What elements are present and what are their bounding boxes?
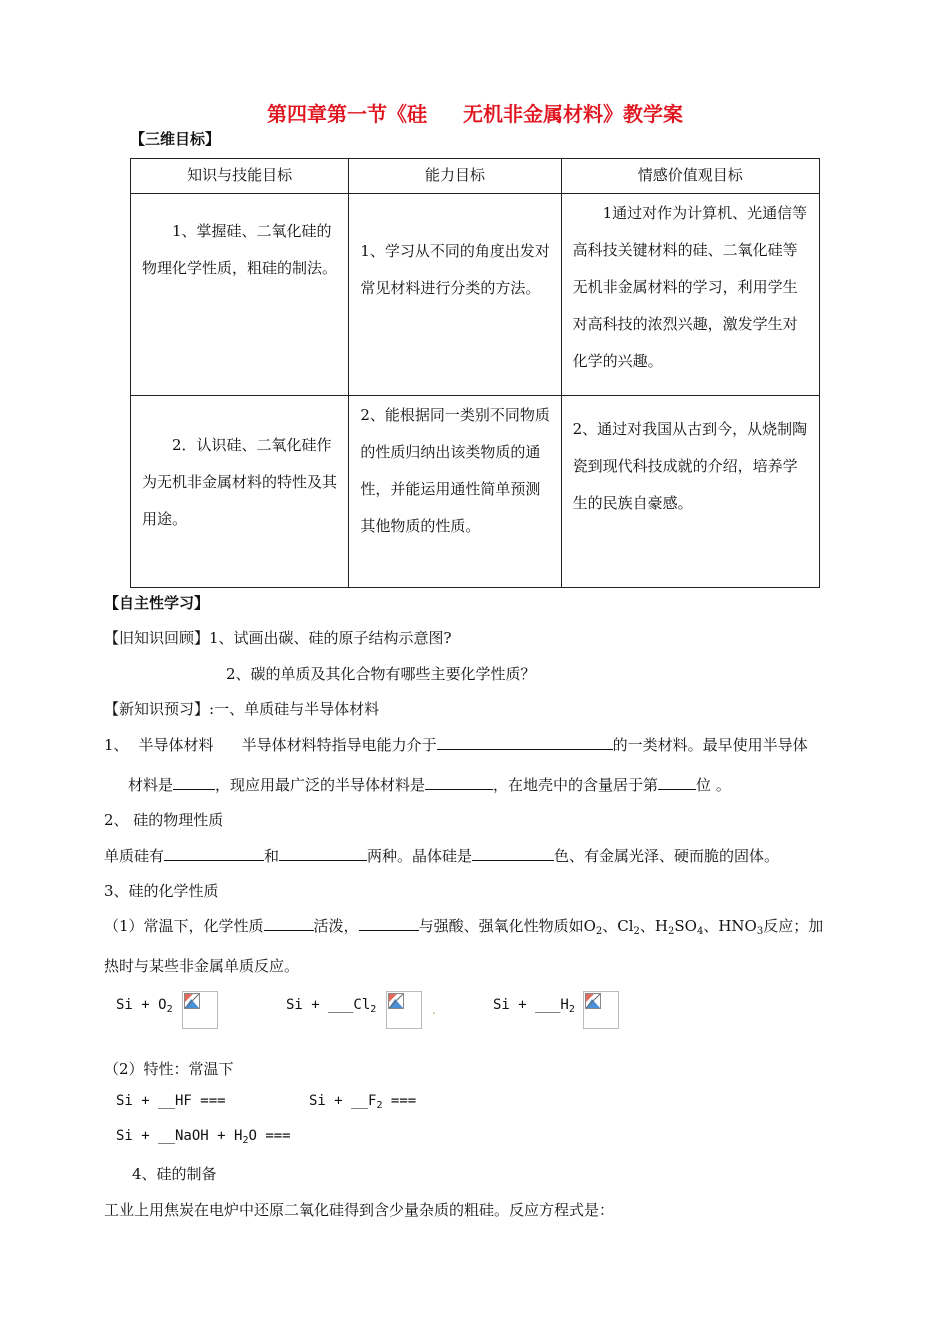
decorative-dot: . [432, 1003, 436, 1017]
equation-si-cl2: $Si + \_\_\_Cl_2$ [286, 997, 377, 1015]
item3-heading: 3、硅的化学性质 [104, 882, 219, 900]
review-line-2: 2、碳的单质及其化合物有哪些主要化学性质？ [226, 665, 536, 683]
item2-heading: 2、 硅的物理性质 [104, 811, 224, 829]
table-cell: 1、学习从不同的角度出发对常见材料进行分类的方法。 [349, 194, 561, 396]
item3-p1-line1: （1）常温下，化学性质 活泼， 与强酸、强氧化性物质如$O_2$、$Cl_2$、$H_2SO_4$、$HNO_3$反应；加 [104, 917, 824, 937]
equation-si-o2: $Si + O_2$ [116, 997, 173, 1015]
table-header-knowledge: 知识与技能目标 [131, 159, 349, 194]
image-icon [388, 993, 404, 1009]
page-title: 第四章第一节《硅 无机非金属材料》教学案 [267, 102, 683, 126]
item1-line-2: 材料是 ，现应用最广泛的半导体材料是 ，在地壳中的含量居于第 位 。 [128, 776, 731, 794]
preview-line: 【新知识预习】:一、单质硅与半导体材料 [104, 700, 380, 718]
section-heading-self-study: 【自主性学习】 [104, 594, 210, 612]
item3-p1-line2: 热时与某些非金属单质反应。 [104, 957, 300, 975]
table-cell: 2、通过对我国从古到今，从烧制陶瓷到现代科技成就的介绍，培养学生的民族自豪感。 [561, 396, 819, 588]
section-heading-goals: 【三维目标】 [130, 130, 221, 148]
broken-image-placeholder [182, 991, 218, 1029]
image-icon [585, 993, 601, 1009]
fill-blank[interactable] [437, 735, 613, 750]
table-header-row [131, 159, 820, 194]
fill-blank[interactable] [164, 846, 264, 861]
fill-blank[interactable] [472, 846, 554, 861]
table-row [131, 396, 820, 588]
goals-table [130, 158, 820, 588]
item4-heading: 4、硅的制备 [132, 1165, 217, 1183]
review-line-1: 【旧知识回顾】1、试画出碳、硅的原子结构示意图? [104, 629, 452, 647]
image-icon [184, 993, 200, 1009]
table-cell: 2．认识硅、二氧化硅作为无机非金属材料的特性及其用途。 [131, 396, 349, 588]
broken-image-placeholder [386, 991, 422, 1029]
fill-blank[interactable] [425, 775, 493, 790]
equation-si-naoh: Si + __NaOH + $H_2O$ === [116, 1128, 291, 1146]
table-cell: 1通过对作为计算机、光通信等高科技关键材料的硅、二氧化硅等无机非金属材料的学习，利用学生对高科技的浓烈兴趣，激发学生对化学的兴趣。 [561, 194, 819, 396]
table-cell: 1、掌握硅、二氧化硅的物理化学性质，粗硅的制法。 [131, 194, 349, 396]
item2-text: 单质硅有 和 两种。晶体硅是 色、有金属光泽、硬而脆的固体。 [104, 847, 780, 865]
fill-blank[interactable] [359, 916, 419, 931]
table-header-ability: 能力目标 [349, 159, 561, 194]
equation-si-h2: $Si + \_\_\_H_2$ [493, 997, 575, 1015]
fill-blank[interactable] [173, 775, 215, 790]
fill-blank[interactable] [658, 775, 696, 790]
item1-line-1: 1、 半导体材料 半导体材料特指导电能力介于 的一类材料。最早使用半导体 [104, 736, 808, 754]
equation-si-hf: Si + __HF === [116, 1093, 226, 1109]
table-cell: 2、能根据同一类别不同物质的性质归纳出该类物质的通性，并能运用通性简单预测其他物质的性质。 [349, 396, 561, 588]
fill-blank[interactable] [279, 846, 367, 861]
equation-si-f2: $Si + \_\_F_2$ === [309, 1093, 417, 1111]
broken-image-placeholder [583, 991, 619, 1029]
table-row [131, 194, 820, 396]
item4-text: 工业上用焦炭在电炉中还原二氧化硅得到含少量杂质的粗硅。反应方程式是： [104, 1201, 615, 1219]
fill-blank[interactable] [264, 916, 314, 931]
table-header-emotion: 情感价值观目标 [561, 159, 819, 194]
item3-p2: （2）特性：常温下 [104, 1060, 234, 1078]
